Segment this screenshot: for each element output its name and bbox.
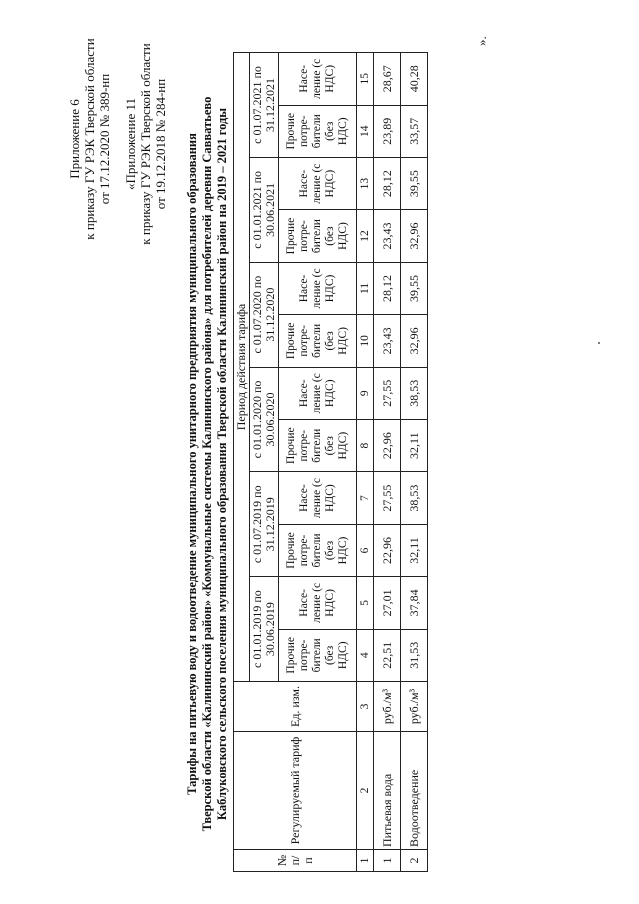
title-line1: Тарифы на питьевую воду и водоотведение муниципального унитарного предприятия муниципального образования xyxy=(185,133,199,795)
column-number: 4 xyxy=(357,629,374,681)
title-line3: Каблуковского сельского поселения муниципального образования Тверской области Калининский район на 2019 – 2021 годы xyxy=(215,107,229,821)
column-number: 6 xyxy=(357,524,374,576)
row-tariff-name: Питьевая вода xyxy=(374,732,401,850)
title-line2: Тверской области «Калининский район» «Коммунальные системы Калининского района» для потребителей деревни Савватьево xyxy=(200,96,214,832)
row-unit: руб./м³ xyxy=(374,682,401,732)
table-header-row-1 xyxy=(234,53,250,872)
period-header: с 01.07.2020 по 31.12.2020 xyxy=(250,262,279,367)
period-header: с 01.01.2021 по 30.06.2021 xyxy=(250,157,279,262)
header-unit: Ед. изм. xyxy=(234,682,357,732)
tariff-value: 28,67 xyxy=(374,53,401,106)
sub-header-other: Прочие потре- бители (без НДС) xyxy=(279,524,357,576)
tariff-value: 23,43 xyxy=(374,315,401,367)
sub-header-population: Насе- ление (с НДС) xyxy=(279,577,357,629)
row-unit: руб./м³ xyxy=(401,682,428,732)
period-header: с 01.01.2019 по 30.06.2019 xyxy=(250,577,279,682)
tariff-value: 27,55 xyxy=(374,472,401,524)
column-number: 1 xyxy=(357,850,374,872)
tariff-value: 32,96 xyxy=(401,210,428,262)
tariff-value: 38,53 xyxy=(401,472,428,524)
sub-header-population: Насе- ление (с НДС) xyxy=(279,262,357,314)
period-header: с 01.07.2019 по 31.12.2019 xyxy=(250,472,279,577)
header-period: Период действия тарифа xyxy=(234,53,250,682)
annex-11-line1: «Приложение 11 xyxy=(123,97,138,191)
column-number: 2 xyxy=(357,732,374,850)
tariff-value: 33,57 xyxy=(401,105,428,157)
tariff-value: 23,43 xyxy=(374,210,401,262)
header-tariff: Регулируемый тариф xyxy=(234,732,357,850)
tariff-value: 27,55 xyxy=(374,367,401,419)
tariff-value: 23,89 xyxy=(374,105,401,157)
tariff-value: 38,53 xyxy=(401,367,428,419)
tariff-value: 22,51 xyxy=(374,629,401,681)
sub-header-other: Прочие потре- бители (без НДС) xyxy=(279,315,357,367)
row-no: 2 xyxy=(401,850,428,872)
closing-quote: ». xyxy=(474,36,489,46)
column-number-row xyxy=(357,53,374,872)
sub-header-population: Насе- ление (с НДС) xyxy=(279,53,357,106)
sub-header-population: Насе- ление (с НДС) xyxy=(279,472,357,524)
table-row xyxy=(374,53,401,872)
document-title xyxy=(185,74,230,854)
tariff-value: 28,12 xyxy=(374,262,401,314)
tariff-value: 32,11 xyxy=(401,524,428,576)
column-number: 8 xyxy=(357,419,374,471)
row-tariff-name: Водоотведение xyxy=(401,732,428,850)
sub-header-population: Насе- ление (с НДС) xyxy=(279,157,357,209)
column-number: 3 xyxy=(357,682,374,732)
tariff-value: 32,11 xyxy=(401,419,428,471)
scan-speck xyxy=(598,342,600,344)
annex-11-line2: к приказу ГУ РЭК Тверской области xyxy=(138,43,153,245)
column-number: 15 xyxy=(357,53,374,106)
column-number: 5 xyxy=(357,577,374,629)
column-number: 13 xyxy=(357,157,374,209)
tariff-value: 40,28 xyxy=(401,53,428,106)
tariff-value: 27,01 xyxy=(374,577,401,629)
tariff-value: 31,53 xyxy=(401,629,428,681)
sub-header-other: Прочие потре- бители (без НДС) xyxy=(279,419,357,471)
period-header: с 01.01.2020 по 30.06.2020 xyxy=(250,367,279,472)
sub-header-other: Прочие потре- бители (без НДС) xyxy=(279,210,357,262)
tariff-value: 39,55 xyxy=(401,157,428,209)
sub-header-other: Прочие потре- бители (без НДС) xyxy=(279,105,357,157)
tariff-value: 39,55 xyxy=(401,262,428,314)
tariff-value: 22,96 xyxy=(374,419,401,471)
annex-6-line3: от 17.12.2020 № 389-нп xyxy=(97,73,112,205)
header-no: № п/ п xyxy=(234,850,357,872)
column-number: 10 xyxy=(357,315,374,367)
tariff-value: 32,96 xyxy=(401,315,428,367)
column-number: 7 xyxy=(357,472,374,524)
annex-6-line2: к приказу ГУ РЭК Тверской области xyxy=(82,38,97,240)
tariff-value: 37,84 xyxy=(401,577,428,629)
tariff-value: 22,96 xyxy=(374,524,401,576)
annex-11-line3: от 19.12.2018 № 284-нп xyxy=(153,78,168,210)
annex-6-line1: Приложение 6 xyxy=(67,99,82,179)
annex-6-header xyxy=(67,24,112,254)
column-number: 11 xyxy=(357,262,374,314)
column-number: 14 xyxy=(357,105,374,157)
tariff-table xyxy=(233,52,428,872)
column-number: 12 xyxy=(357,210,374,262)
period-header: с 01.07.2021 по 31.12.2021 xyxy=(250,53,279,158)
annex-11-header xyxy=(123,4,168,284)
table-row xyxy=(401,53,428,872)
row-no: 1 xyxy=(374,850,401,872)
sub-header-population: Насе- ление (с НДС) xyxy=(279,367,357,419)
tariff-value: 28,12 xyxy=(374,157,401,209)
sub-header-other: Прочие потре- бители (без НДС) xyxy=(279,629,357,681)
column-number: 9 xyxy=(357,367,374,419)
